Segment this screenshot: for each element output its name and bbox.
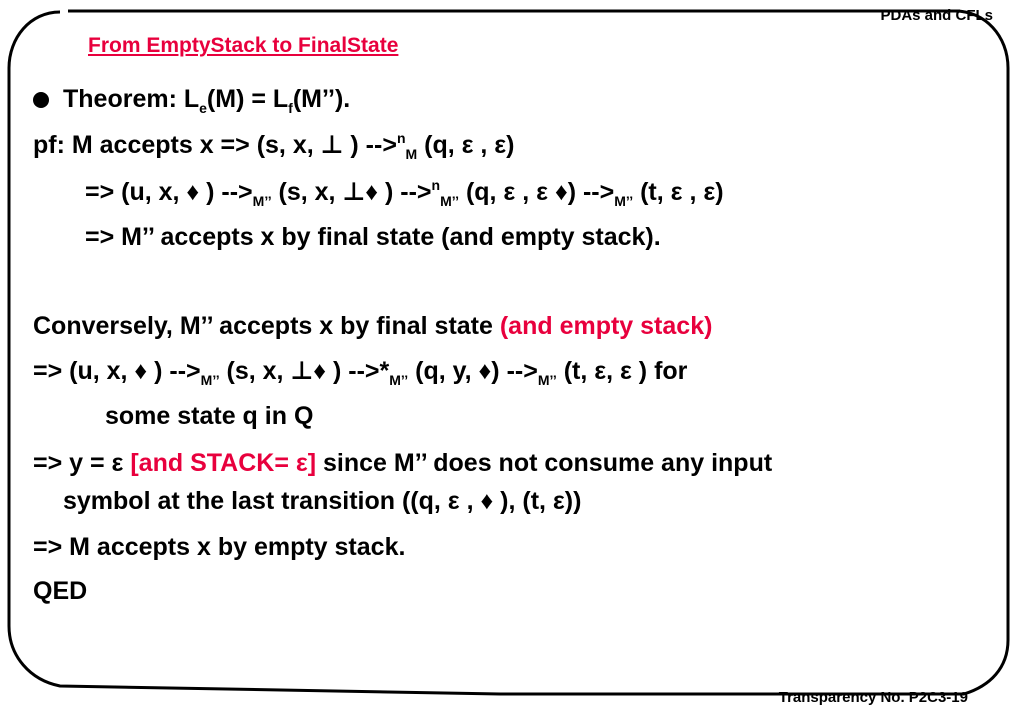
conv-s1: M’’ xyxy=(200,372,220,388)
theorem-line xyxy=(63,85,351,116)
deriv-s1: M’’ xyxy=(252,193,272,209)
conversely-red: (and empty stack) xyxy=(499,312,713,340)
conv-s3: M’’ xyxy=(537,372,557,388)
conv-b: (s, x, ⊥♦ ) -->* xyxy=(219,357,390,385)
conclusion-line-1: => M’’ accepts x by final state (and empty stack). xyxy=(85,223,661,251)
derivation-line xyxy=(85,177,724,209)
stack-a: => y = ε xyxy=(33,449,131,477)
bullet-dot xyxy=(33,92,49,108)
theorem-sub-e: e xyxy=(199,100,207,116)
pf-result: (q, ε , ε) xyxy=(417,131,515,159)
pf-text: pf: M accepts x => (s, x, ⊥ ) --> xyxy=(33,131,397,159)
conv-d: (t, ε, ε ) for xyxy=(556,357,688,385)
deriv-c: (q, ε , ε ♦) --> xyxy=(459,178,615,206)
some-state-line: some state q in Q xyxy=(105,402,314,430)
pf-sub: M xyxy=(405,146,418,162)
deriv-s3: M’’ xyxy=(614,193,634,209)
conv-c: (q, y, ♦) --> xyxy=(408,357,538,385)
footer-label: Transparency No. P2C3-19 xyxy=(778,689,968,706)
deriv-s2: M’’ xyxy=(440,193,459,209)
stack-b: since M’’ does not consume any input xyxy=(316,449,773,477)
conv-a: => (u, x, ♦ ) --> xyxy=(33,357,201,385)
header-label: PDAs and CFLs xyxy=(880,7,993,24)
conversely-text: Conversely, M’’ accepts x by final state xyxy=(33,312,500,340)
pf-sup: n xyxy=(396,130,406,146)
theorem-sub-f: f xyxy=(288,100,293,116)
conversely-line xyxy=(33,314,712,339)
last-transition-line: symbol at the last transition ((q, ε , ♦ ), (t, ε)) xyxy=(63,487,582,515)
deriv-a: => (u, x, ♦ ) --> xyxy=(85,178,253,206)
qed: QED xyxy=(33,577,88,605)
theorem-mid: (M) = L xyxy=(206,85,289,113)
conv-s2: M’’ xyxy=(389,372,409,388)
converse-derivation-line xyxy=(33,357,688,388)
deriv-d: (t, ε , ε) xyxy=(633,178,724,206)
pf-line xyxy=(33,130,515,162)
theorem-end: (M’’). xyxy=(292,85,351,113)
conclusion-line-2: => M accepts x by empty stack. xyxy=(33,533,406,561)
theorem-text: Theorem: L xyxy=(63,85,200,113)
deriv-b: (s, x, ⊥♦ ) --> xyxy=(271,178,432,206)
deriv-sup: n xyxy=(431,177,441,193)
slide-title: From EmptyStack to FinalState xyxy=(88,34,399,57)
stack-red: [and STACK= ε] xyxy=(130,449,317,477)
stack-line xyxy=(33,451,772,476)
